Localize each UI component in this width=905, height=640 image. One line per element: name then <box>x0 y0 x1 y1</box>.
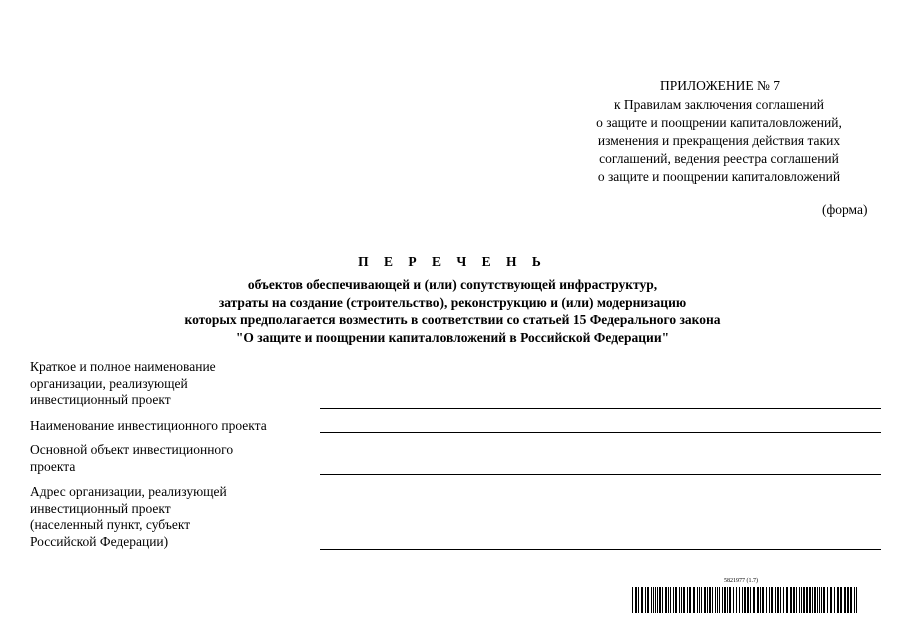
barcode-bar <box>668 587 669 613</box>
appendix-title: ПРИЛОЖЕНИЕ № 7 <box>660 78 781 93</box>
barcode-bar <box>719 587 720 613</box>
barcode-bar <box>769 587 770 613</box>
barcode-bar <box>806 587 808 613</box>
field-label-line: организации, реализующей <box>30 375 188 391</box>
barcode-bar <box>790 587 792 613</box>
barcode-bar <box>722 587 723 613</box>
subtitle-line: затраты на создание (строительство), реконструкцию и (или) модернизацию <box>218 294 687 310</box>
barcode-bar <box>693 587 695 613</box>
document-subtitle <box>0 276 905 346</box>
field-label-line: инвестиционный проект <box>30 392 171 407</box>
barcode-bar <box>827 587 828 613</box>
barcode-bar <box>727 587 728 613</box>
barcode-bar <box>659 587 661 613</box>
field-label-line: (населенный пункт, субъект <box>30 517 191 532</box>
barcode-bar <box>744 587 746 613</box>
barcode-bar <box>840 587 842 613</box>
field-label-line: инвестиционный проект <box>30 500 171 516</box>
barcode-bar <box>670 587 671 613</box>
barcode-bar <box>687 587 688 613</box>
barcode-bar <box>796 587 797 613</box>
barcode-bar <box>653 587 654 613</box>
barcode-bar <box>679 587 680 613</box>
barcode-bar <box>739 587 740 613</box>
field-input-main-object[interactable] <box>320 474 881 475</box>
barcode-bar <box>823 587 825 613</box>
barcode-bar <box>856 587 857 613</box>
barcode-bar <box>742 587 743 613</box>
barcode-bar <box>793 587 795 613</box>
barcode-bar <box>814 587 816 613</box>
barcode-bar <box>645 587 646 613</box>
barcode-bar <box>638 587 639 613</box>
barcode-bar <box>683 587 685 613</box>
barcode-bar <box>847 587 849 613</box>
barcode-bar <box>689 587 691 613</box>
field-input-organization-address[interactable] <box>320 549 881 550</box>
field-label-line: Краткое и полное наименование <box>30 359 216 374</box>
barcode-bar <box>697 587 698 613</box>
barcode-bar <box>675 587 677 613</box>
barcode-bar <box>757 587 759 613</box>
barcode-bar <box>657 587 658 613</box>
barcode-bar <box>632 587 633 613</box>
appendix-line: соглашений, ведения реестра соглашений <box>599 151 839 166</box>
barcode-bar <box>729 587 731 613</box>
barcode-bar <box>783 587 784 613</box>
barcode-bar <box>771 587 773 613</box>
barcode-bar <box>662 587 663 613</box>
subtitle-line: объектов обеспечивающей и (или) сопутствующей инфраструктур, <box>247 277 658 292</box>
appendix-lines <box>540 96 898 186</box>
barcode-bar <box>724 587 726 613</box>
barcode-bar <box>665 587 667 613</box>
field-label-line: Российской Федерации) <box>30 533 169 549</box>
barcode-bar <box>830 587 832 613</box>
barcode-bar <box>655 587 656 613</box>
barcode-bar <box>760 587 761 613</box>
barcode-bar <box>750 587 751 613</box>
field-label-main-object <box>30 442 233 475</box>
barcode-bar <box>753 587 755 613</box>
barcode-bar <box>817 587 818 613</box>
barcode-bar <box>651 587 652 613</box>
appendix-line: о защите и поощрении капиталовложений, <box>596 115 842 130</box>
barcode-bar <box>712 587 713 613</box>
barcode-bar <box>647 587 649 613</box>
barcode-bar <box>717 587 718 613</box>
barcode-bar <box>681 587 682 613</box>
barcode-bar <box>812 587 813 613</box>
barcode-bar <box>821 587 822 613</box>
barcode-bar <box>699 587 700 613</box>
barcode-bar <box>786 587 788 613</box>
barcode-bar <box>704 587 706 613</box>
barcode-caption: 5821977 (1.7) <box>724 578 758 584</box>
field-label-organization-address <box>30 484 227 550</box>
field-input-project-name[interactable] <box>320 432 881 433</box>
barcode-bar <box>803 587 805 613</box>
barcode-bar <box>837 587 839 613</box>
field-label-line: Наименование инвестиционного проекта <box>30 418 267 433</box>
barcode-bar <box>762 587 764 613</box>
field-label-project-name <box>30 418 267 435</box>
barcode-bar <box>736 587 737 613</box>
form-label: (форма) <box>822 202 868 217</box>
barcode-bar <box>673 587 674 613</box>
appendix-line: к Правилам заключения соглашений <box>613 97 825 112</box>
barcode-bar <box>819 587 820 613</box>
barcode-bar <box>777 587 779 613</box>
barcode-bar <box>809 587 811 613</box>
barcode-bar <box>707 587 708 613</box>
barcode-bar <box>715 587 716 613</box>
barcode-bar <box>766 587 767 613</box>
barcode-bar <box>709 587 711 613</box>
appendix-line: о защите и поощрении капиталовложений <box>597 169 841 184</box>
barcode-bar <box>775 587 776 613</box>
appendix-line: изменения и прекращения действия таких <box>597 133 841 148</box>
barcode-bar <box>834 587 835 613</box>
barcode-bar <box>747 587 749 613</box>
barcode-bar <box>801 587 802 613</box>
field-input-organization-name[interactable] <box>320 408 881 409</box>
field-label-line: Основной объект инвестиционного <box>30 442 234 457</box>
barcode-bar <box>854 587 855 613</box>
subtitle-line: "О защите и поощрении капиталовложений в Российской Федерации" <box>235 329 670 345</box>
barcode-bar <box>799 587 800 613</box>
barcode-bar <box>844 587 846 613</box>
barcode-bar <box>641 587 643 613</box>
field-label-organization-name <box>30 359 216 409</box>
barcode-bar <box>733 587 734 613</box>
barcode-bar <box>780 587 781 613</box>
field-label-line: проекта <box>30 458 76 474</box>
field-label-line: Адрес организации, реализующей <box>30 484 227 499</box>
barcode-bar <box>635 587 637 613</box>
document-title: П Е Р Е Ч Е Н Ь <box>358 254 547 269</box>
barcode-bar <box>701 587 702 613</box>
barcode-bar <box>850 587 852 613</box>
barcode-image <box>632 587 857 613</box>
subtitle-line: которых предполагается возместить в соответствии со статьей 15 Федерального закона <box>184 312 721 327</box>
